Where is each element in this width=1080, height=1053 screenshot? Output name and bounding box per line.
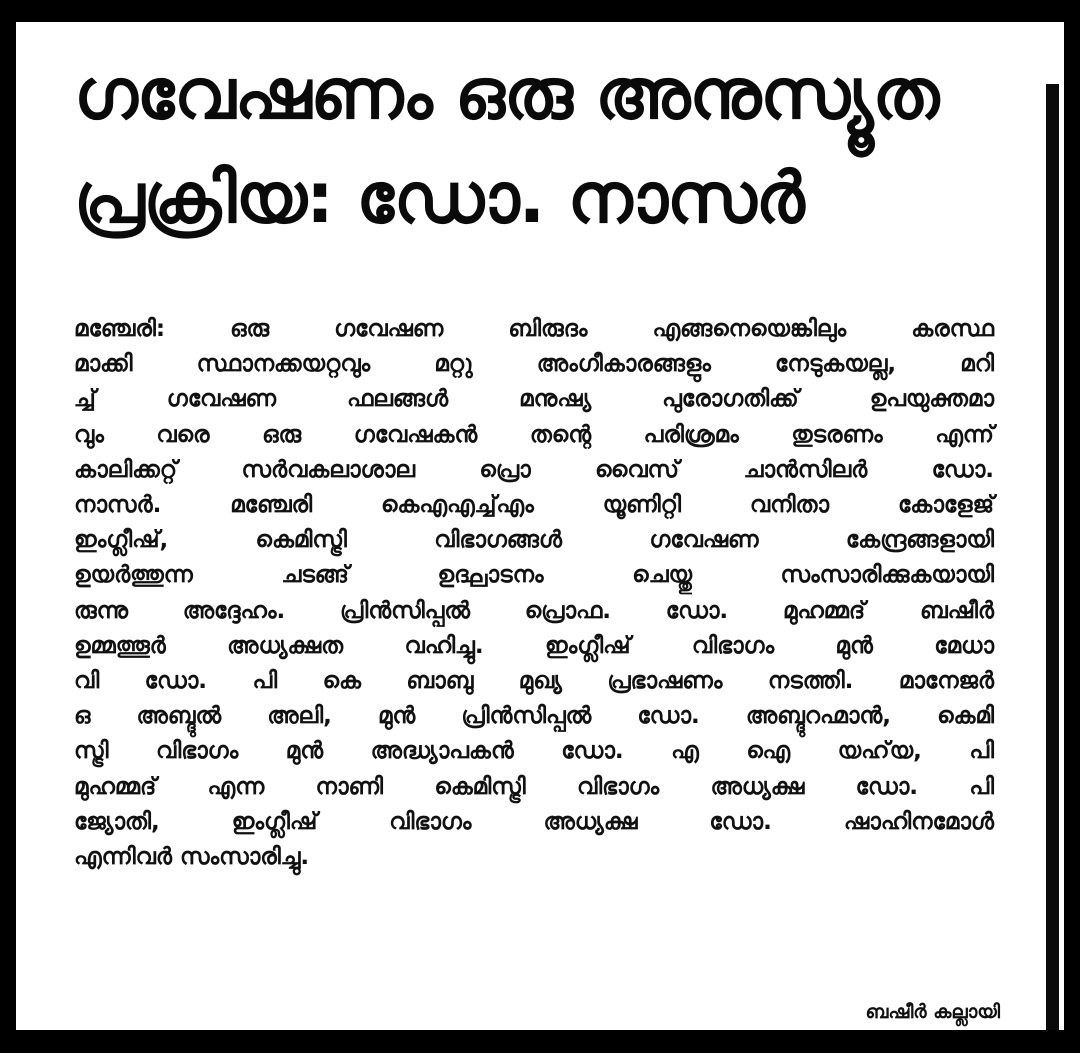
headline-line-2: പ്രക്രിയ: ഡോ. നാസർ bbox=[74, 157, 804, 239]
article-line: വി ഡോ. പി കെ ബാബു മുഖ്യ പ്രഭാഷണം നടത്തി. മാനേജർ bbox=[74, 668, 994, 695]
article-line: ഇംഗ്ലീഷ്, കെമിസ്ട്രി വിഭാഗങ്ങൾ ഗവേഷണ കേന്ദ്രങ്ങളായി bbox=[74, 527, 994, 554]
article-line: എന്നിവർ സംസാരിച്ചു. bbox=[74, 844, 310, 871]
column-rule bbox=[1046, 84, 1059, 1030]
article-line: വും വരെ ഒരു ഗവേഷകൻ തന്റെ പരിശ്രമം തുടരണം എന്ന് bbox=[74, 421, 994, 448]
article-line: സ്ട്രി വിഭാഗം മുൻ അദ്ധ്യാപകൻ ഡോ. എ ഐ യഹ്‌യ, പി bbox=[74, 738, 994, 765]
article-line: മാക്കി സ്ഥാനക്കയറ്റവും മറ്റു അംഗീകാരങ്ങളും നേടുകയല്ല, മറി bbox=[74, 351, 994, 378]
newspaper-clipping bbox=[16, 22, 1064, 1030]
article-line: കാലിക്കറ്റ് സർവകലാശാല പ്രൊ വൈസ് ചാൻസിലർ ഡോ. bbox=[74, 456, 994, 483]
article-line: രുന്നു അദ്ദേഹം. പ്രിൻസിപ്പൽ പ്രൊഫ. ഡോ. മുഹമ്മദ് ബഷീർ bbox=[74, 597, 994, 624]
article-body bbox=[74, 312, 994, 875]
headline-line-1: ഗവേഷണം ഒരു അനുസ്യൂത bbox=[74, 53, 939, 135]
article-line: ജ്യോതി, ഇംഗ്ലീഷ് വിഭാഗം അധ്യക്ഷ ഡോ. ഷാഹിനമോൾ bbox=[74, 808, 994, 835]
article-line: ഉമ്മത്തൂർ അധ്യക്ഷത വഹിച്ചു. ഇംഗ്ലീഷ് വിഭാഗം മുൻ മേധാ bbox=[74, 632, 994, 659]
article-line: ഒ അബ്ദുൽ അലി, മുൻ പ്രിൻസിപ്പൽ ഡോ. അബ്ദുറഹ്മാൻ, കെമി bbox=[74, 703, 994, 730]
headline bbox=[74, 42, 1034, 250]
article-line: നാസർ. മഞ്ചേരി കെഎഎച്ച്എം യൂണിറ്റി വനിതാ കോളേജ് bbox=[74, 492, 994, 519]
article-line: ഉയർത്തുന്ന ചടങ്ങ് ഉദ്ഘാടനം ചെയ്തു സംസാരിക്കുകയായി bbox=[74, 562, 994, 589]
article-line: മഞ്ചേരി: ഒരു ഗവേഷണ ബിരുദം എങ്ങനെയെങ്കിലും കരസ്ഥ bbox=[74, 316, 994, 342]
article-line: ച്ച് ഗവേഷണ ഫലങ്ങൾ മനുഷ്യ പുരോഗതിക്ക് ഉപയുക്തമാ bbox=[74, 386, 994, 413]
article-line: മുഹമ്മദ് എന്ന നാണി കെമിസ്ട്രി വിഭാഗം അധ്യക്ഷ ഡോ. പി bbox=[74, 773, 994, 800]
byline: ബഷീർ കല്ലായി bbox=[865, 1001, 1000, 1023]
